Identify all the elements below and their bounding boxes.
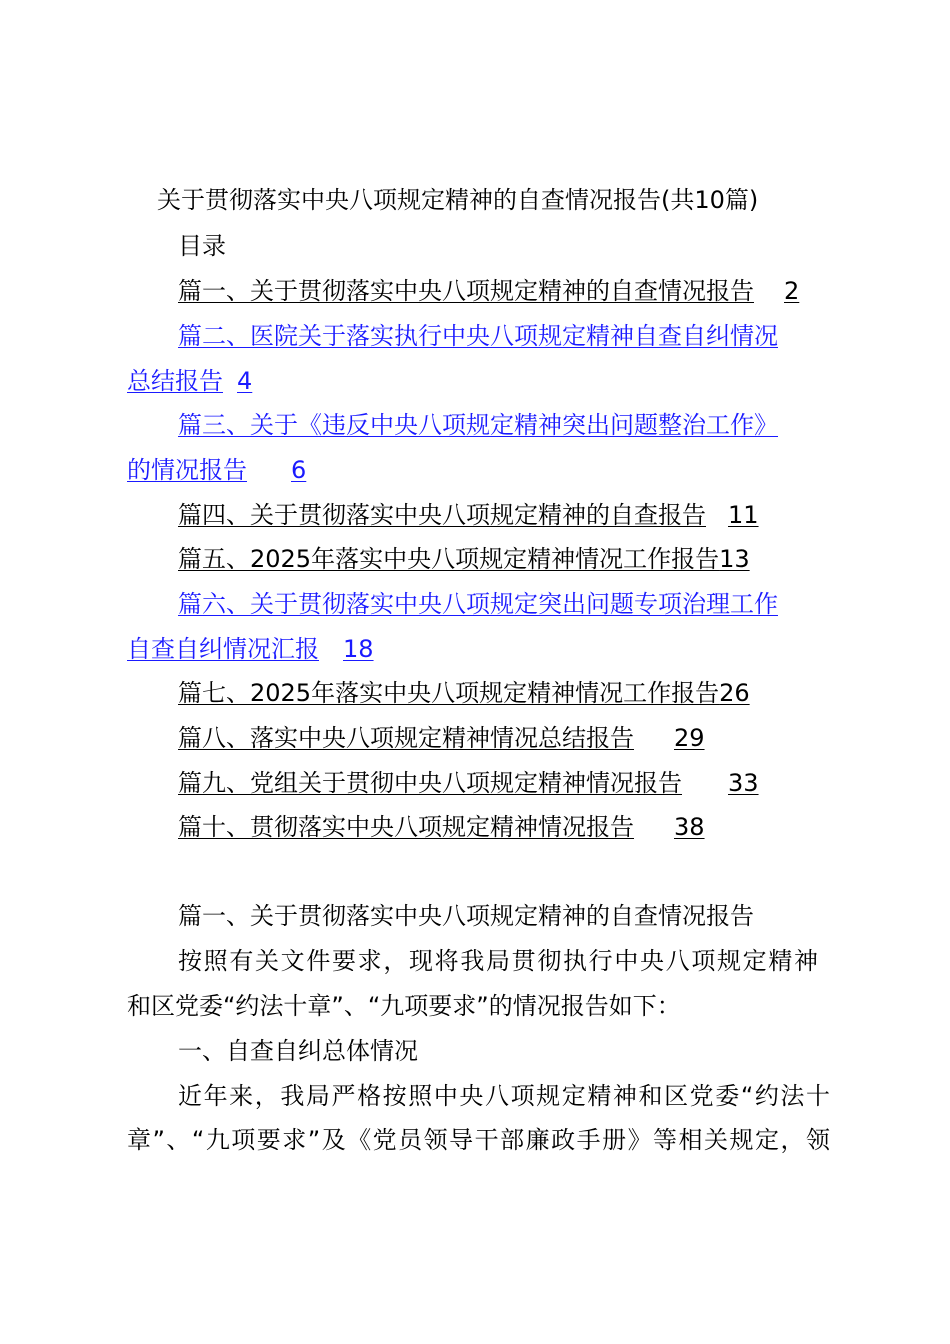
toc-entry-10-page: 38 — [674, 813, 705, 841]
toc-entry-2-line1[interactable]: 篇二、医院关于落实执行中央八项规定精神自查自纠情况 — [178, 322, 778, 350]
toc-entry-10-text: 篇十、贯彻落实中央八项规定精神情况报告 — [178, 813, 634, 841]
toc-entry-8[interactable] — [178, 722, 832, 754]
toc-entry-9-page: 33 — [728, 769, 759, 797]
toc-entry-8-page: 29 — [674, 724, 705, 752]
paragraph-1-line2: 和区党委“约法十章”、“九项要求”的情况报告如下： — [127, 992, 681, 1020]
toc-entry-3-line1[interactable]: 篇三、关于《违反中央八项规定精神突出问题整治工作》 — [178, 411, 778, 439]
section-title: 篇一、关于贯彻落实中央八项规定精神的自查情况报告 — [178, 902, 754, 930]
toc-entry-7[interactable] — [178, 677, 832, 709]
toc-entry-5-text: 篇五、2025年落实中央八项规定精神情况工作报告 — [178, 545, 720, 573]
paragraph-1-line1: 按照有关文件要求，现将我局贯彻执行中央八项规定精神 — [178, 947, 818, 975]
toc-heading: 目录 — [178, 232, 226, 260]
toc-entry-5-page: 13 — [719, 545, 750, 573]
toc-entry-6-page: 18 — [343, 635, 374, 663]
toc-entry-8-text: 篇八、落实中央八项规定精神情况总结报告 — [178, 724, 634, 752]
toc-entry-7-page: 26 — [719, 679, 750, 707]
heading-1: 一、自查自纠总体情况 — [178, 1037, 418, 1065]
toc-entry-10[interactable] — [178, 811, 832, 843]
toc-entry-9[interactable] — [178, 767, 832, 799]
toc-entry-4[interactable] — [178, 499, 832, 531]
toc-entry-2-text: 总结报告 — [127, 367, 223, 395]
toc-entry-4-page: 11 — [728, 501, 759, 529]
toc-entry-6-line1[interactable]: 篇六、关于贯彻落实中央八项规定突出问题专项治理工作 — [178, 590, 778, 618]
toc-entry-2-line2[interactable] — [127, 365, 832, 397]
toc-entry-3-line2[interactable] — [127, 454, 832, 486]
toc-entry-1[interactable] — [178, 275, 832, 307]
toc-entry-4-text: 篇四、关于贯彻落实中央八项规定精神的自查报告 — [178, 501, 706, 529]
paragraph-2-line1: 近年来，我局严格按照中央八项规定精神和区党委“约法十 — [178, 1082, 830, 1110]
toc-entry-3-page: 6 — [291, 456, 307, 484]
document-title: 关于贯彻落实中央八项规定精神的自查情况报告(共10篇) — [157, 186, 759, 214]
toc-entry-5[interactable] — [178, 543, 832, 575]
toc-entry-9-text: 篇九、党组关于贯彻中央八项规定精神情况报告 — [178, 769, 682, 797]
toc-entry-2-page: 4 — [237, 367, 253, 395]
toc-entry-3-text: 的情况报告 — [127, 456, 247, 484]
toc-entry-6-text: 自查自纠情况汇报 — [127, 635, 319, 663]
toc-entry-1-page: 2 — [784, 277, 800, 305]
toc-entry-1-text: 篇一、关于贯彻落实中央八项规定精神的自查情况报告 — [178, 277, 754, 305]
toc-entry-6-line2[interactable] — [127, 633, 832, 665]
toc-entry-7-text: 篇七、2025年落实中央八项规定精神情况工作报告 — [178, 679, 720, 707]
paragraph-2-line2: 章”、“九项要求”及《党员领导干部廉政手册》等相关规定，领 — [127, 1126, 830, 1154]
